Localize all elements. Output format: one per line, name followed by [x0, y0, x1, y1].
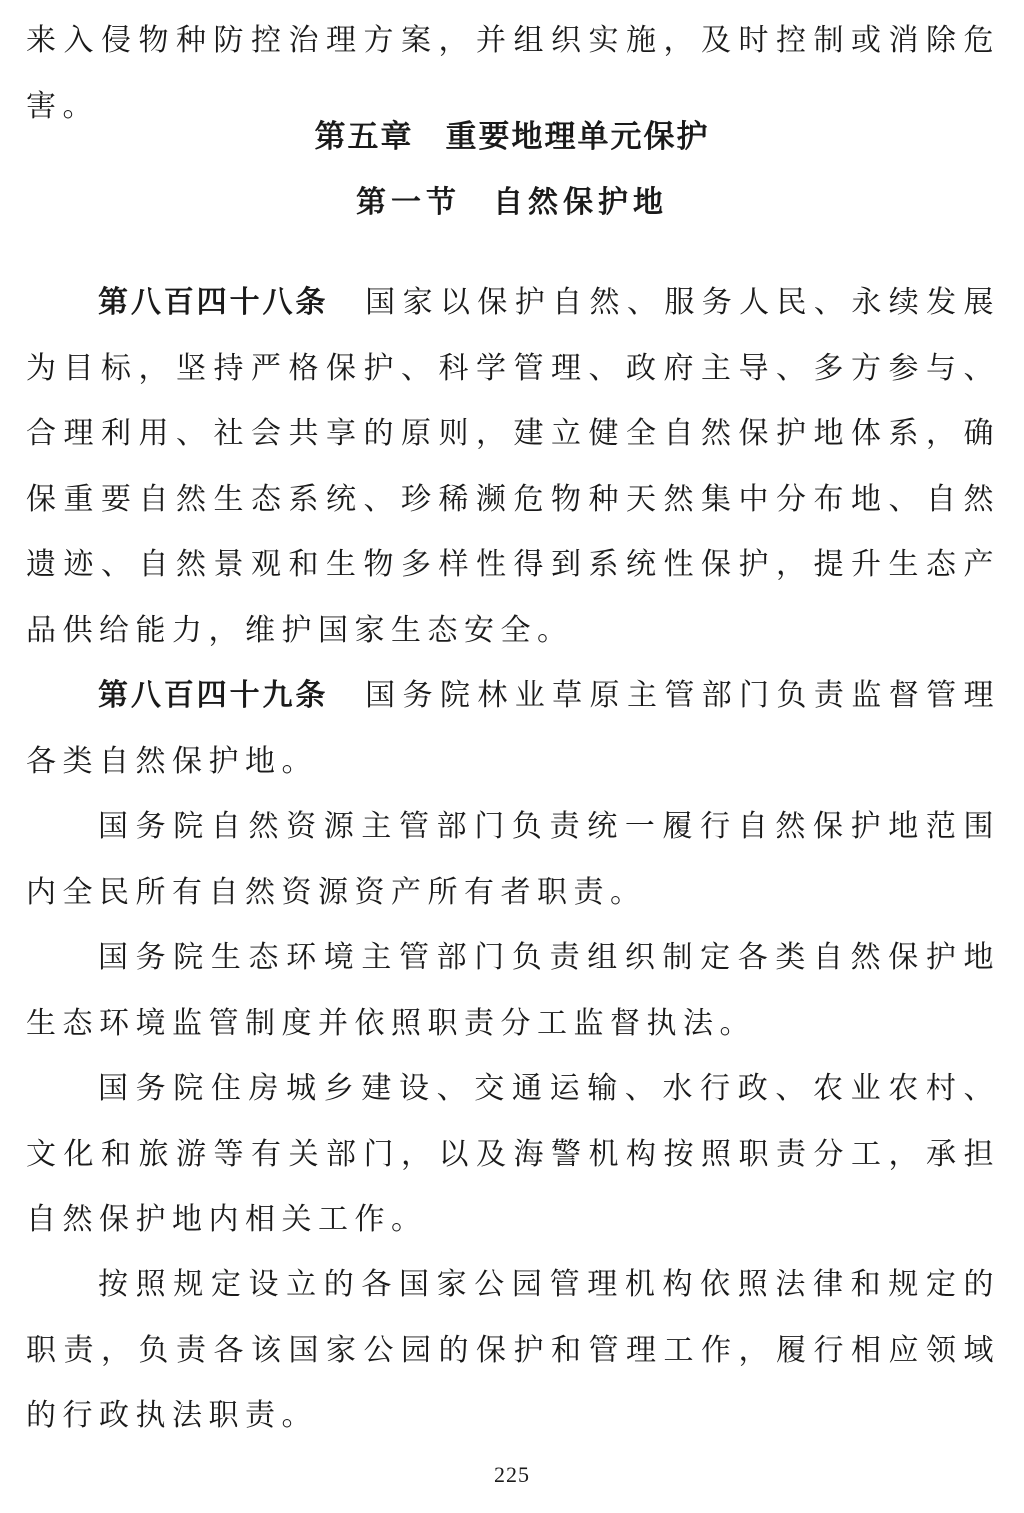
article-number: 第八百四十八条 [98, 285, 329, 320]
article-848 [26, 270, 1000, 664]
page-number: 225 [494, 1462, 530, 1487]
paragraph: 国务院生态环境主管部门负责组织制定各类自然保护地生态环境监管制度并依照职责分工监督执法。 [26, 940, 1000, 1041]
article-text: 国务院林业草原主管部门负责监督管理各类自然保护地。 [26, 678, 1001, 779]
carryover-paragraph: 来入侵物种防控治理方案，并组织实施，及时控制或消除危害。 [26, 23, 1000, 124]
paragraph: 按照规定设立的各国家公园管理机构依照法律和规定的职责，负责各该国家公园的保护和管理工作，履行相应领域的行政执法职责。 [26, 1267, 1000, 1434]
chapter-title: 重要地理单元保护 [445, 119, 710, 155]
section-title: 自然保护地 [493, 185, 668, 220]
article-number: 第八百四十九条 [98, 678, 329, 713]
paragraph: 国务院住房城乡建设、交通运输、水行政、农业农村、文化和旅游等有关部门，以及海警机构按照职责分工，承担自然保护地内相关工作。 [26, 1071, 1000, 1238]
article-849 [26, 663, 1000, 794]
paragraph: 国务院自然资源主管部门负责统一履行自然保护地范围内全民所有自然资源资产所有者职责。 [26, 809, 1000, 910]
section-number: 第一节 [356, 185, 461, 220]
chapter-heading [0, 112, 1024, 162]
chapter-number: 第五章 [314, 119, 414, 155]
section-heading [0, 180, 1024, 226]
article-text: 国家以保护自然、服务人民、永续发展为目标，坚持严格保护、科学管理、政府主导、多方参与、合理利用、社会共享的原则，建立健全自然保护地体系，确保重要自然生态系统、珍稀濒危物种天然集中分布地、自然遗迹、自然景观和生物多样性得到系统性保护，提升生态产品供给能力，维护国家生态安全。 [26, 285, 1001, 648]
